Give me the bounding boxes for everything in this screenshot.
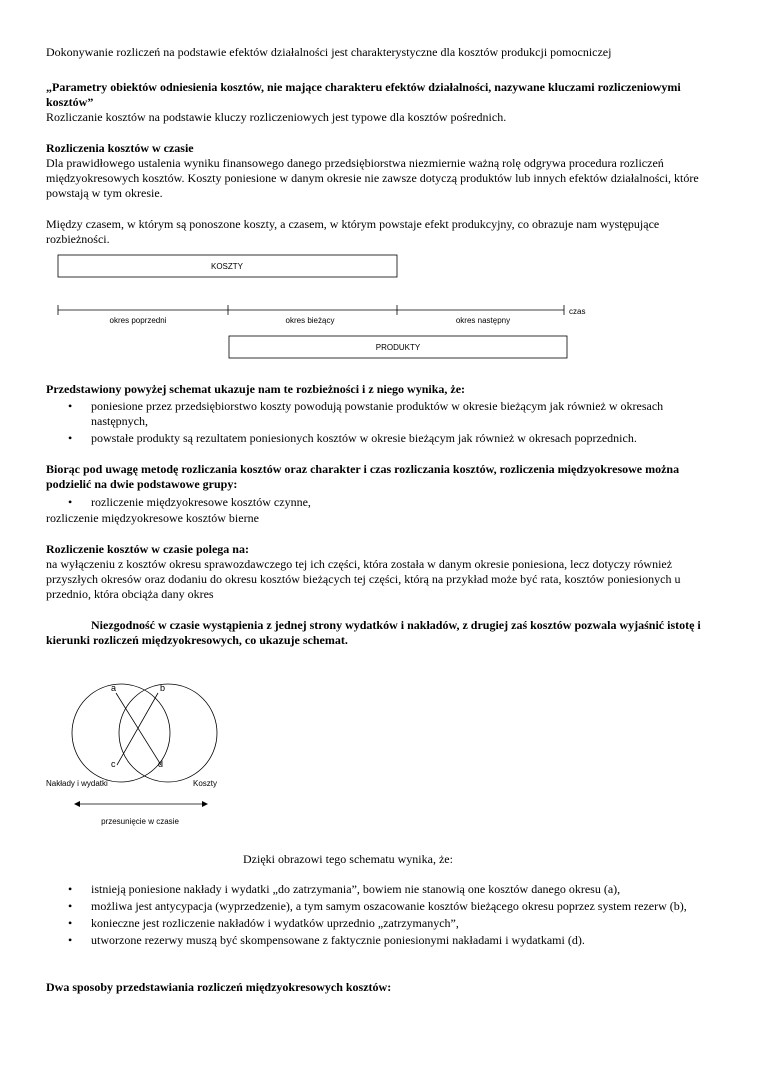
grupy-second-item: rozliczenie międzyokresowe kosztów bierne [46, 511, 259, 525]
list-item: • poniesione przez przedsiębiorstwo koszty powodują powstanie produktów w okresie bieżącym jak również w okresach następnych, [46, 399, 714, 429]
koszty-label: KOSZTY [210, 262, 244, 271]
schemat-heading: Przedstawiony powyżej schemat ukazuje nam te rozbieżności i z niego wynika, że: [46, 382, 466, 396]
schemat-list [46, 399, 714, 446]
arrow-head-right [202, 801, 208, 807]
wnioski-list [46, 882, 714, 948]
polega-text: na wyłączeniu z kosztów okresu sprawozdawczego tej ich części, która została w danym okresie poniesiona, lecz dotyczy również przyszłych okresów oraz dodaniu do okresu kosztów bieżących tej części, którą na przykład może być rata, kosztów poniesionych u przednio, która obciąża dany okres [46, 557, 681, 601]
label-a: a [111, 683, 117, 693]
right-circle [119, 684, 217, 782]
arrow-head-left [74, 801, 80, 807]
label-c: c [111, 759, 116, 769]
period-current: okres bieżący [285, 316, 335, 325]
list-item: • możliwa jest antycypacja (wyprzedzenie), a tym samym oszacowanie kosztów bieżącego okresu poprzez system rezerw (b), [46, 899, 714, 914]
period-previous: okres poprzedni [109, 316, 167, 325]
koszty-label: Koszty [193, 779, 218, 788]
list-item: • utworzone rezerwy muszą być skompensowane z faktycznie poniesionymi nakładami i wydatkami (d). [46, 933, 714, 948]
grupy-heading: Biorąc pod uwagę metodę rozliczania kosztów oraz charakter i czas rozliczania kosztów, rozliczenia międzyokresowe można podzielić na dwie podstawowe grupy: [46, 462, 680, 491]
grupy-list [46, 495, 714, 510]
parametry-heading: „Parametry obiektów odniesienia kosztów, nie mające charakteru efektów działalności, nazywane kluczami rozliczeniowymi kosztów” [46, 80, 681, 109]
left-circle [72, 684, 170, 782]
produkty-label: PRODUKTY [375, 343, 421, 352]
miedzy-paragraph: Między czasem, w którym są ponoszone koszty, a czasem, w którym powstaje efekt produkcyjny, co obrazuje nam występujące rozbieżności. [46, 217, 660, 246]
timeline-diagram [0, 250, 760, 365]
niezgodnosc-paragraph: Niezgodność w czasie wystąpienia z jednej strony wydatków i nakładów, z drugiej zaś kosztów pozwala wyjaśnić istotę i kierunki rozliczeń międzyokresowych, co ukazuje schemat. [46, 618, 701, 647]
rozliczenia-text: Dla prawidłowego ustalenia wyniku finansowego danego przedsiębiorstwa niezmiernie ważną rolę odgrywa procedura rozliczeń międzyokresowych kosztów. Koszty poniesione w danym okresie nie zawsze dotyczą produktów lub innych efektów działalności, które powstają w tym okresie. [46, 156, 699, 200]
rozliczenia-heading: Rozliczenia kosztów w czasie [46, 141, 194, 155]
dwa-sposoby-heading: Dwa sposoby przedstawiania rozliczeń międzyokresowych kosztów: [46, 980, 392, 994]
polega-heading: Rozliczenie kosztów w czasie polega na: [46, 542, 249, 556]
label-d: d [158, 759, 164, 769]
period-next: okres następny [455, 316, 511, 325]
list-item: • powstałe produkty są rezultatem poniesionych kosztów w okresie bieżącym jak również w okresach poprzednich. [46, 431, 714, 446]
czas-label: czas [569, 307, 586, 316]
list-item: • istnieją poniesione nakłady i wydatki „do zatrzymania”, bowiem nie stanowią one kosztów danego okresu (a), [46, 882, 714, 897]
list-item: • konieczne jest rozliczenie nakładów i wydatków uprzednio „zatrzymanych”, [46, 916, 714, 931]
venn-diagram [0, 655, 300, 840]
naklady-label: Nakłady i wydatki [46, 779, 108, 788]
list-item: • rozliczenie międzyokresowe kosztów czynne, [46, 495, 714, 510]
dzieki-paragraph: Dzięki obrazowi tego schematu wynika, że: [243, 852, 453, 866]
parametry-text: Rozliczanie kosztów na podstawie kluczy rozliczeniowych jest typowe dla kosztów pośrednich. [46, 110, 507, 124]
intro-paragraph: Dokonywanie rozliczeń na podstawie efektów działalności jest charakterystyczne dla kosztów produkcji pomocniczej [46, 45, 612, 59]
shift-label: przesunięcie w czasie [101, 817, 179, 826]
label-b: b [160, 683, 166, 693]
